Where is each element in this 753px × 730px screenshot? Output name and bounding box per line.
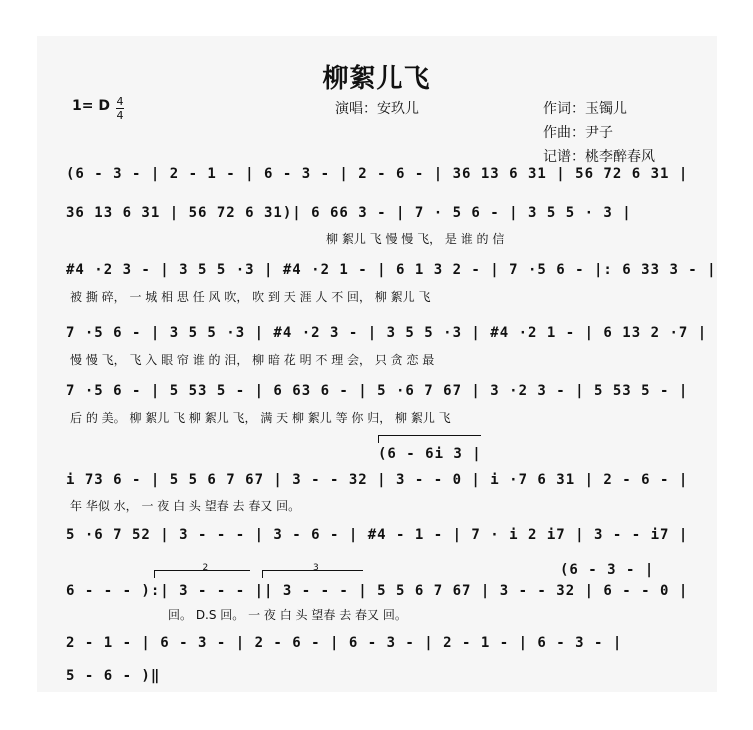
music-line: (6 - 3 - | 2 - 1 - | 6 - 3 - | 2 - 6 - | 36 13 6 31 | 56 72 6 31 | (66, 166, 689, 182)
music-line: 6 - - - ):| 3 - - - || 3 - - - | 5 5 6 7 67 | 3 - - 32 | 6 - - 0 | (66, 583, 689, 599)
time-signature-bottom: 4 (116, 109, 124, 122)
time-signature (116, 96, 124, 121)
music-line-insert: (6 - 6i 3 | (378, 446, 482, 462)
volta-bracket-3 (262, 563, 363, 578)
music-line: 5 ·6 7 52 | 3 - - - | 3 - 6 - | #4 - 1 - | 7 · i 2 i7 | 3 - - i7 | (66, 527, 689, 543)
key-signature: 1= D (72, 98, 110, 114)
music-line: 5 - 6 - )‖ (66, 668, 161, 684)
lyric-line: 柳 絮儿 飞 慢 慢 飞， 是 谁 的 信 (326, 232, 505, 246)
music-line: 7 ·5 6 - | 3 5 5 ·3 | #4 ·2 3 - | 3 5 5 ·3 | #4 ·2 1 - | 6 13 2 ·7 | (66, 325, 708, 341)
music-line: 2 - 1 - | 6 - 3 - | 2 - 6 - | 6 - 3 - | 2 - 1 - | 6 - 3 - | (66, 635, 623, 651)
lyric-line: 慢 慢 飞， 飞 入 眼 帘 谁 的 泪， 柳 暗 花 明 不 理 会， 只 贪 恋 最 (70, 353, 435, 367)
volta-bracket-2 (154, 563, 250, 578)
lyric-line: 被 撕 碎， 一 城 相 思 任 风 吹， 吹 到 天 涯 人 不 回， 柳 絮儿 飞 (70, 290, 431, 304)
song-title: 柳絮儿飞 (322, 64, 431, 94)
lyric-line: 后 的 美。 柳 絮儿 飞 柳 絮儿 飞， 满 天 柳 絮儿 等 你 归， 柳 絮儿 飞 (70, 411, 451, 425)
lyricist-credit: 作词：玉镯儿 (543, 101, 627, 117)
transcriber-credit: 记谱：桃李醉春风 (543, 149, 655, 165)
music-line: #4 ·2 3 - | 3 5 5 ·3 | #4 ·2 1 - | 6 1 3 2 - | 7 ·5 6 - |: 6 33 3 - | (66, 262, 717, 278)
music-line: 7 ·5 6 - | 5 53 5 - | 6 63 6 - | 5 ·6 7 67 | 3 ·2 3 - | 5 53 5 - | (66, 383, 689, 399)
lyric-line: 年 华似 水， 一 夜 白 头 望春 去 春又 回。 (70, 499, 301, 513)
singer-credit: 演唱：安玖儿 (335, 101, 419, 117)
volta-number: 2 (202, 563, 209, 573)
music-line-insert: (6 - 3 - | (560, 562, 655, 578)
repeat-bracket (378, 435, 481, 443)
music-line: i 73 6 - | 5 5 6 7 67 | 3 - - 32 | 3 - - 0 | i ·7 6 31 | 2 - 6 - | (66, 472, 689, 488)
volta-number: 3 (313, 563, 319, 573)
composer-credit: 作曲：尹子 (543, 125, 613, 141)
time-signature-top: 4 (116, 95, 124, 108)
lyric-line: 回。 D.S 回。 一 夜 白 头 望春 去 春又 回。 (168, 608, 407, 622)
music-line: 36 13 6 31 | 56 72 6 31)| 6 66 3 - | 7 · 5 6 - | 3 5 5 · 3 | (66, 205, 632, 221)
